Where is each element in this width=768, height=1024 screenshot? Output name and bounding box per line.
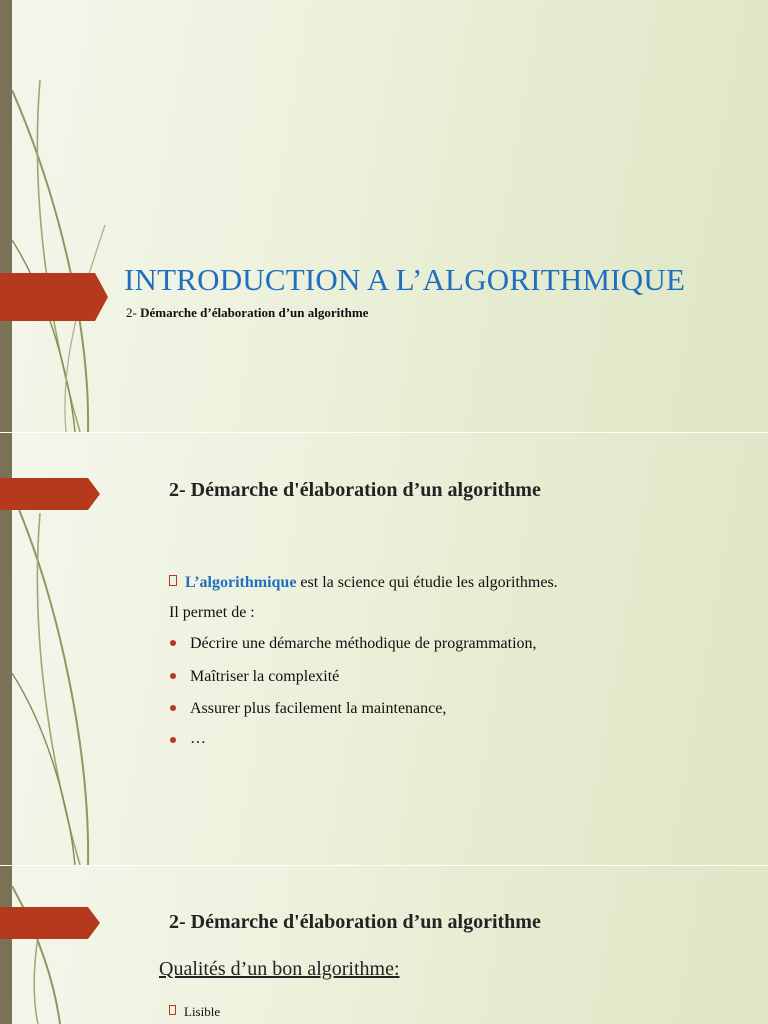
section-title: 2- Démarche d'élaboration d’un algorithme bbox=[169, 479, 541, 501]
bullet-dot-icon bbox=[170, 640, 176, 646]
section-title: 2- Démarche d'élaboration d’un algorithme bbox=[169, 911, 541, 933]
red-arrow-tab bbox=[0, 907, 100, 939]
qualities-heading: Qualités d’un bon algorithme: bbox=[159, 958, 400, 980]
list-item: Maîtriser la complexité bbox=[190, 668, 340, 685]
bullet-dot-icon bbox=[170, 673, 176, 679]
decorative-swoosh bbox=[0, 0, 140, 432]
decorative-swoosh bbox=[0, 866, 140, 1024]
list-item: Décrire une démarche méthodique de programmation, bbox=[190, 635, 537, 652]
list-item: … bbox=[190, 730, 206, 747]
slide-2 bbox=[0, 433, 768, 865]
quality-item: Lisible bbox=[184, 1004, 221, 1019]
definition-line bbox=[169, 574, 558, 592]
red-arrow-tab bbox=[0, 478, 100, 510]
subtitle-prefix: 2- bbox=[126, 305, 141, 320]
list-item bbox=[169, 1004, 220, 1020]
bullet-dot-icon bbox=[170, 705, 176, 711]
square-bullet-icon bbox=[169, 575, 177, 586]
slide-title: INTRODUCTION A L’ALGORITHMIQUE bbox=[124, 262, 686, 297]
definition-highlight: L’algorithmique bbox=[185, 574, 297, 591]
slide-1 bbox=[0, 0, 768, 432]
red-arrow-tab bbox=[0, 273, 108, 321]
bullet-dot-icon bbox=[170, 737, 176, 743]
intro-line: Il permet de : bbox=[169, 604, 255, 621]
list-item: Assurer plus facilement la maintenance, bbox=[190, 700, 447, 717]
slide-3 bbox=[0, 866, 768, 1024]
definition-rest: est la science qui étudie les algorithmes. bbox=[296, 574, 558, 591]
subtitle-bold: Démarche d’élaboration d’un algorithme bbox=[140, 305, 369, 320]
slide-subtitle bbox=[126, 305, 368, 321]
square-bullet-icon bbox=[169, 1005, 176, 1015]
